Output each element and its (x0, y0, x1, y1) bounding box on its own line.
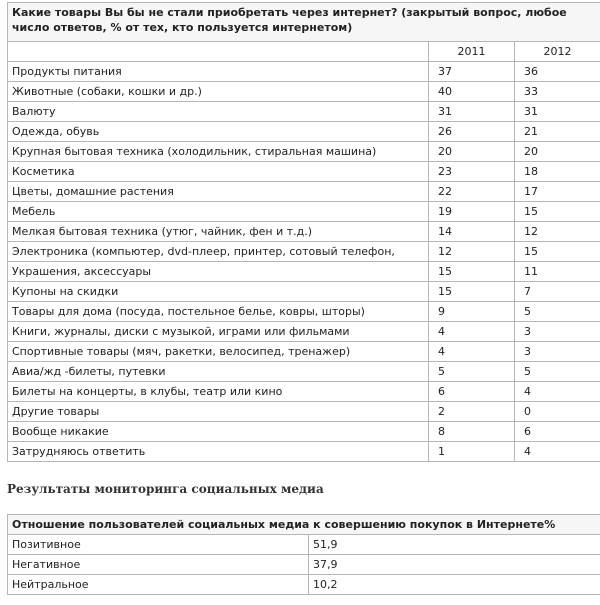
row-value-2011: 9 (429, 302, 515, 322)
row-value-2012: 11 (515, 262, 600, 282)
row-value-2012: 18 (515, 162, 600, 182)
table-row (8, 302, 600, 322)
row-value-2012: 12 (515, 222, 600, 242)
row-label: Валюту (8, 102, 429, 122)
row-label: Электроника (компьютер, dvd-плеер, принтер, сотовый телефон, (8, 242, 429, 262)
table-row (8, 62, 600, 82)
row-value-2012: 31 (515, 102, 600, 122)
row-value-2012: 6 (515, 422, 600, 442)
row-value-2011: 12 (429, 242, 515, 262)
attitude-label: Нейтральное (8, 575, 309, 595)
row-value-2011: 37 (429, 62, 515, 82)
row-value-2012: 3 (515, 342, 600, 362)
row-label: Мебель (8, 202, 429, 222)
survey-years-row (8, 42, 600, 62)
attitude-value: 51,9 (309, 535, 600, 555)
row-label: Спортивные товары (мяч, ракетки, велосипед, тренажер) (8, 342, 429, 362)
attitude-label: Негативное (8, 555, 309, 575)
row-value-2011: 22 (429, 182, 515, 202)
row-label: Авиа/жд -билеты, путевки (8, 362, 429, 382)
table-row (8, 282, 600, 302)
table-row (8, 362, 600, 382)
row-value-2012: 0 (515, 402, 600, 422)
table-row (8, 382, 600, 402)
attitude-value: 37,9 (309, 555, 600, 575)
row-value-2011: 23 (429, 162, 515, 182)
table-row (8, 262, 600, 282)
row-value-2012: 17 (515, 182, 600, 202)
row-value-2011: 20 (429, 142, 515, 162)
year-2012: 2012 (515, 42, 600, 62)
table-row (8, 555, 600, 575)
row-value-2011: 31 (429, 102, 515, 122)
row-value-2012: 4 (515, 442, 600, 462)
table-row (8, 342, 600, 362)
row-label: Другие товары (8, 402, 429, 422)
table-row (8, 222, 600, 242)
table-row (8, 242, 600, 262)
row-value-2011: 14 (429, 222, 515, 242)
row-value-2012: 15 (515, 202, 600, 222)
table-row (8, 422, 600, 442)
year-2011: 2011 (429, 42, 515, 62)
row-label: Книги, журналы, диски с музыкой, играми или фильмами (8, 322, 429, 342)
row-value-2011: 8 (429, 422, 515, 442)
row-value-2012: 5 (515, 302, 600, 322)
row-label: Билеты на концерты, в клубы, театр или кино (8, 382, 429, 402)
row-value-2011: 5 (429, 362, 515, 382)
row-value-2011: 4 (429, 342, 515, 362)
row-value-2012: 4 (515, 382, 600, 402)
row-value-2011: 15 (429, 262, 515, 282)
section-title: Результаты мониторинга социальных медиа (7, 482, 324, 496)
row-value-2011: 2 (429, 402, 515, 422)
table-row (8, 82, 600, 102)
table-row (8, 202, 600, 222)
survey-question: Какие товары Вы бы не стали приобретать через интернет? (закрытый вопрос, любое число ответов, % от тех, кто пользуется интернетом) (8, 3, 600, 42)
table-row (8, 102, 600, 122)
row-value-2012: 20 (515, 142, 600, 162)
row-value-2011: 26 (429, 122, 515, 142)
row-value-2012: 21 (515, 122, 600, 142)
row-value-2012: 33 (515, 82, 600, 102)
row-label: Купоны на скидки (8, 282, 429, 302)
social-header: Отношение пользователей социальных медиа к совершению покупок в Интернете% (8, 515, 600, 535)
row-label: Одежда, обувь (8, 122, 429, 142)
attitude-value: 10,2 (309, 575, 600, 595)
row-label: Цветы, домашние растения (8, 182, 429, 202)
row-value-2011: 19 (429, 202, 515, 222)
row-value-2012: 15 (515, 242, 600, 262)
table-row (8, 442, 600, 462)
row-label: Товары для дома (посуда, постельное белье, ковры, шторы) (8, 302, 429, 322)
social-header-row (8, 515, 600, 535)
row-value-2011: 40 (429, 82, 515, 102)
row-value-2011: 15 (429, 282, 515, 302)
row-label: Украшения, аксессуары (8, 262, 429, 282)
row-value-2012: 7 (515, 282, 600, 302)
table-row (8, 402, 600, 422)
table-row (8, 162, 600, 182)
table-row (8, 142, 600, 162)
row-label: Затрудняюсь ответить (8, 442, 429, 462)
survey-header-row (8, 3, 600, 42)
table-row (8, 122, 600, 142)
row-value-2012: 36 (515, 62, 600, 82)
table-row (8, 182, 600, 202)
row-label: Крупная бытовая техника (холодильник, стиральная машина) (8, 142, 429, 162)
row-label: Косметика (8, 162, 429, 182)
row-value-2011: 1 (429, 442, 515, 462)
table-row (8, 535, 600, 555)
row-label: Животные (собаки, кошки и др.) (8, 82, 429, 102)
survey-label-header (8, 42, 429, 62)
row-value-2012: 5 (515, 362, 600, 382)
table-row (8, 575, 600, 595)
row-value-2012: 3 (515, 322, 600, 342)
row-value-2011: 6 (429, 382, 515, 402)
row-value-2011: 4 (429, 322, 515, 342)
row-label: Мелкая бытовая техника (утюг, чайник, фен и т.д.) (8, 222, 429, 242)
table-row (8, 322, 600, 342)
row-label: Вообще никакие (8, 422, 429, 442)
survey-table (7, 2, 600, 462)
row-label: Продукты питания (8, 62, 429, 82)
attitude-label: Позитивное (8, 535, 309, 555)
social-media-table (7, 514, 600, 595)
